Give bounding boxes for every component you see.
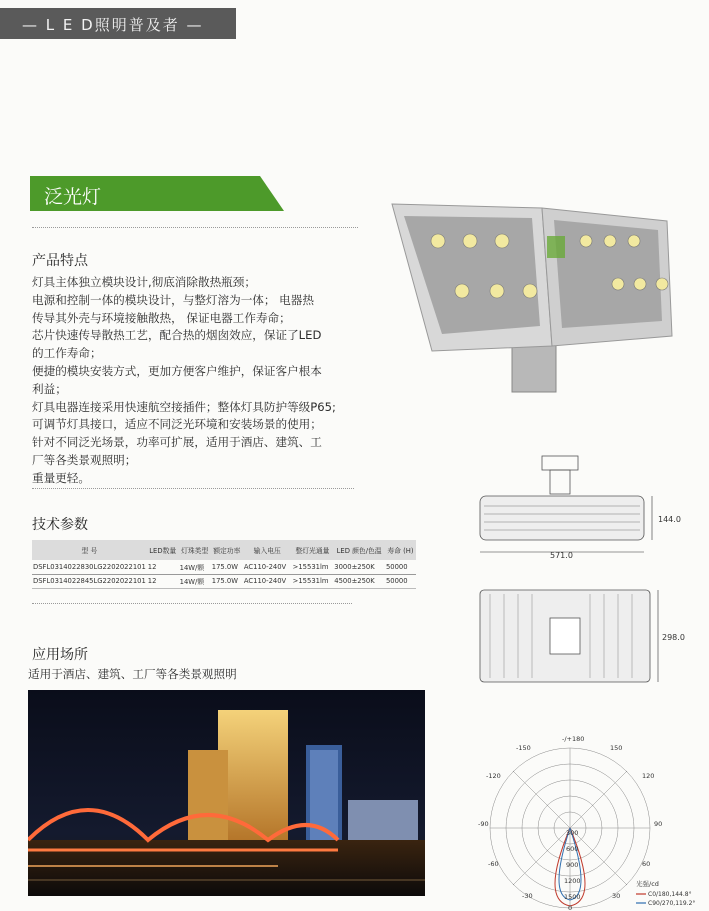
spec-col-header: 灯珠类型 [179,540,211,560]
spec-col-header: 输入电压 [243,540,292,560]
spec-col-header: LED数量 [147,540,179,560]
spec-col-header: 整灯光通量 [292,540,334,560]
polar-radial-label: 1500 [564,893,581,901]
spec-table [32,540,416,589]
feature-line: 便捷的模块安装方式，更加方便客户维护，保证客户根本 [32,363,322,378]
feature-line: 灯具电器连接采用快速航空接插件；整体灯具防护等级P65; [32,399,336,414]
feature-line: 灯具主体独立模块设计,彻底消除散热瓶颈； [32,275,256,289]
polar-angle-label: 0 [568,904,573,911]
polar-legend-entry: C0/180,144.8° [648,891,692,898]
night-bridge-photo [28,690,425,896]
divider [32,603,352,604]
polar-radial-label: 300 [566,829,579,837]
spec-cell: 175.0W [211,560,243,574]
side-view-drawing [470,452,692,562]
spec-cell: 175.0W [211,574,243,588]
divider [32,227,358,228]
polar-angle-label: -90 [478,820,489,828]
feature-line: 的工作寿命； [32,346,102,361]
feature-line: 利益； [32,381,67,396]
top-view-drawing [470,582,692,692]
polar-angle-label: -60 [488,860,499,868]
spec-col-header: 型 号 [32,540,147,560]
polar-angle-label: 90 [654,820,663,828]
dim-width-label: 571.0 [550,551,573,560]
spec-cell: AC110-240V [243,574,292,588]
feature-line: 厂等各类景观照明； [32,452,137,467]
spec-col-header: 寿命 (H) [385,540,416,560]
spec-cell: 14W/颗 [179,574,211,588]
polar-angle-label: -/+180 [562,735,585,743]
polar-radial-label: 900 [566,861,579,869]
spec-cell: 4500±250K [333,574,385,588]
polar-angle-label: -150 [516,744,531,752]
spec-cell-model: DSFL0314022845LG2202022101 [32,574,147,588]
feature-line: 重量更轻。 [32,470,90,485]
polar-angle-label: -30 [522,892,533,900]
feature-line: 电源和控制一体的模块设计，与整灯溶为一体； 电器热 [32,292,314,307]
spec-table-header-row [32,540,416,560]
polar-radial-label: 1200 [564,877,581,885]
feature-line: 可调节灯具接口，适应不同泛光环境和安装场景的使用； [32,417,322,432]
spec-cell-model: DSFL0314022830LG2202022101 [32,560,147,574]
polar-angle-label: 150 [610,744,623,752]
header-band [0,8,236,39]
spec-cell: >15531lm [292,560,334,574]
feature-line: 针对不同泛光场景，功率可扩展，适用于酒店、建筑、工 [32,435,322,450]
product-title-bar [30,176,284,211]
spec-cell: 14W/颗 [179,560,211,574]
application-text: 适用于酒店、建筑、工厂等各类景观照明 [28,667,237,681]
table-row [32,560,416,574]
polar-light-distribution-diagram [470,730,709,911]
feature-line: 芯片快速传导散热工艺，配合热的烟囱效应，保证了LED [32,328,322,343]
polar-angle-label: -120 [486,772,501,780]
polar-legend-entry: C90/270,119.2° [648,900,696,907]
spec-cell: 12 [147,560,179,574]
dim-height-label: 144.0 [658,515,681,524]
spec-cell: >15531lm [292,574,334,588]
spec-col-header: 额定功率 [211,540,243,560]
features-list [32,274,362,488]
dim-depth-label: 298.0 [662,633,685,642]
polar-legend-title: 光强/cd [636,880,659,888]
spec-cell: 3000±250K [333,560,385,574]
spec-cell: 50000 [385,574,416,588]
spec-cell: 12 [147,574,179,588]
specs-heading: 技术参数 [32,517,88,533]
floodlight-product-image [382,196,682,396]
header-band-text: — L E D照明普及者 — [22,16,204,34]
polar-angle-label: 60 [642,860,651,868]
polar-angle-label: 30 [612,892,621,900]
divider [32,488,354,489]
feature-line: 传导其外壳与环境接触散热， 保证电器工作寿命； [32,310,291,325]
polar-radial-label: 600 [566,845,579,853]
application-heading: 应用场所 [32,647,88,663]
spec-cell: 50000 [385,560,416,574]
polar-angle-label: 120 [642,772,655,780]
product-title: 泛光灯 [44,186,102,208]
spec-cell: AC110-240V [243,560,292,574]
features-heading: 产品特点 [32,253,88,269]
table-row [32,574,416,588]
spec-col-header: LED 颜色/色温 [333,540,385,560]
